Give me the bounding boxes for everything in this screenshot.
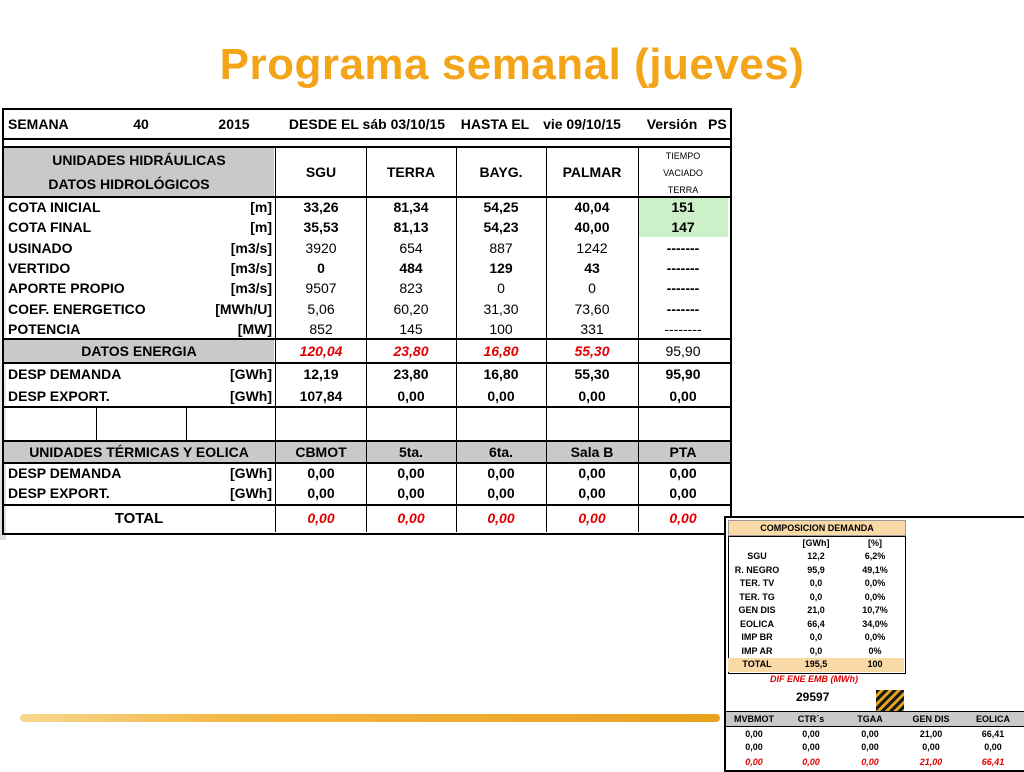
bottom-value: 0,00 [745, 742, 763, 752]
comp-gwh: 12,2 [807, 551, 825, 561]
desp-value: 0,00 [487, 388, 515, 404]
row-value: 73,60 [574, 300, 610, 317]
hydro-row [4, 299, 730, 319]
bottom-header [726, 711, 1024, 727]
composicion-row [728, 604, 904, 618]
row-value: 5,06 [307, 300, 335, 317]
comp-pct: 10,7% [862, 605, 888, 615]
bottom-total-value: 66,41 [981, 757, 1005, 767]
row-value: 81,13 [393, 219, 429, 236]
bottom-total-value: 0,00 [802, 757, 820, 767]
col-pta: PTA [669, 444, 697, 460]
row-label: COEF. ENERGETICO [8, 300, 146, 317]
row-value: 145 [399, 320, 423, 337]
row-tiempo: ------- [666, 239, 700, 256]
thermal-value: 0,00 [669, 485, 697, 501]
row-label: VERTIDO [8, 259, 71, 276]
row-tiempo: 147 [638, 217, 728, 237]
hydro-row [4, 319, 730, 339]
thermal-value: 0,00 [307, 465, 335, 481]
hydro-units-label: UNIDADES HIDRÁULICAS [52, 152, 226, 168]
thermal-row-label: DESP EXPORT. [8, 485, 110, 501]
row-value: 331 [580, 320, 604, 337]
row-value: 40,00 [574, 219, 610, 236]
comp-pct: 6,2% [864, 551, 886, 561]
bottom-value: 66,41 [981, 729, 1005, 739]
comp-gwh: 0,0 [809, 632, 823, 642]
comp-pct: 0% [868, 645, 882, 656]
row-value: 54,23 [483, 219, 519, 236]
total-6ta: 0,00 [487, 510, 515, 526]
unit-gwh: [GWh] [802, 538, 830, 548]
total-gwh: 195,5 [804, 659, 828, 669]
col-palmar: PALMAR [562, 164, 622, 180]
comp-gwh: 21,0 [807, 605, 825, 615]
energia-row [4, 340, 730, 362]
tiempo-line-3: TERRA [667, 185, 699, 195]
col-mvbmot: MVBMOT [734, 714, 774, 724]
composicion-row [728, 631, 904, 645]
bottom-totals [726, 755, 1024, 769]
bottom-value: 0,00 [745, 729, 763, 739]
header-row [4, 110, 730, 138]
row-value: 60,20 [393, 300, 429, 317]
col-eolica: EOLICA [975, 714, 1010, 724]
dif-value: 29597 [796, 690, 830, 704]
row-tiempo: ------- [666, 300, 700, 317]
row-label: USINADO [8, 239, 73, 256]
comp-pct: 49,1% [862, 564, 888, 575]
tiempo-line-2: VACIADO [663, 168, 703, 178]
hasta-label: HASTA EL [460, 116, 530, 132]
composicion-units [728, 537, 904, 551]
decor-line [20, 714, 720, 722]
version-label: Versión [646, 116, 698, 132]
desp-unit: [GWh] [230, 388, 272, 404]
comp-label: TER. TV [739, 578, 775, 588]
thermal-row [4, 463, 730, 483]
col-5ta: 5ta. [398, 444, 424, 460]
row-value: 9507 [305, 280, 337, 297]
composicion-total [728, 658, 904, 672]
comp-label: SGU [747, 551, 767, 561]
comp-label: GEN DIS [738, 605, 776, 615]
bottom-row [726, 740, 1024, 754]
bottom-value: 21,00 [919, 729, 943, 739]
comp-pct: 34,0% [862, 618, 888, 629]
comp-label: IMP AR [741, 645, 773, 656]
row-value: 887 [489, 239, 513, 256]
row-value: 81,34 [393, 199, 429, 215]
unit-pct: [%] [868, 538, 882, 548]
year: 2015 [218, 116, 250, 132]
row-tiempo: 151 [638, 197, 728, 217]
row-value: 0 [317, 259, 325, 276]
energia-palmar: 55,30 [574, 343, 610, 359]
row-value: 35,53 [303, 219, 339, 236]
comp-label: IMP BR [741, 632, 773, 642]
logo-icon [876, 690, 904, 712]
col-cbmot: CBMOT [295, 444, 347, 460]
desp-value: 0,00 [578, 388, 606, 404]
tiempo-line-1: TIEMPO [665, 151, 701, 161]
hydro-row [4, 238, 730, 258]
col-salab: Sala B [570, 444, 614, 460]
thermal-value: 0,00 [578, 465, 606, 481]
hydro-row [4, 278, 730, 298]
col-gendis: GEN DIS [912, 714, 950, 724]
row-unit: [m3/s] [230, 259, 272, 276]
comp-gwh: 0,0 [809, 645, 823, 656]
comp-gwh: 95,9 [807, 564, 825, 575]
composicion-row [728, 618, 904, 632]
thermal-value: 0,00 [578, 485, 606, 501]
desp-value: 0,00 [397, 388, 425, 404]
composicion-row [728, 645, 904, 659]
hydro-row [4, 217, 730, 237]
thermal-row [4, 483, 730, 503]
hydro-header [4, 148, 730, 196]
row-unit: [m3/s] [230, 239, 272, 256]
total-cbmot: 0,00 [307, 510, 335, 526]
row-value: 1242 [576, 239, 608, 256]
row-unit: [m] [250, 219, 272, 236]
composicion-row [728, 550, 904, 564]
desp-row [4, 363, 730, 385]
thermal-row-unit: [GWh] [230, 465, 272, 481]
thermal-header [4, 442, 730, 462]
thermal-label: UNIDADES TÉRMICAS Y EOLICA [29, 444, 249, 460]
version-code: PS [708, 116, 727, 132]
row-unit: [MW] [237, 320, 272, 337]
desp-label: DESP EXPORT. [8, 388, 110, 404]
bottom-value: 0,00 [861, 742, 879, 752]
desde-date: DESDE EL sáb 03/10/15 [288, 116, 446, 132]
thermal-value: 0,00 [669, 465, 697, 481]
comp-label: R. NEGRO [734, 564, 780, 575]
desp-value: 55,30 [574, 366, 610, 382]
bottom-value: 0,00 [984, 742, 1002, 752]
col-sgu: SGU [305, 164, 337, 180]
total-5ta: 0,00 [397, 510, 425, 526]
comp-pct: 0,0% [864, 578, 886, 588]
comp-pct: 0,0% [864, 591, 886, 602]
row-value: 33,26 [303, 199, 339, 215]
bottom-value: 0,00 [861, 729, 879, 739]
row-value: 852 [309, 320, 333, 337]
hydro-row [4, 197, 730, 217]
col-tgaa: TGAA [857, 714, 883, 724]
energia-total: 95,90 [665, 343, 701, 359]
bottom-total-value: 0,00 [861, 757, 879, 767]
bottom-row [726, 727, 1024, 741]
row-value: 0 [588, 280, 596, 297]
hydro-row [4, 258, 730, 278]
bottom-total-value: 0,00 [745, 757, 763, 767]
desp-value: 12,19 [303, 366, 339, 382]
composicion-row [728, 591, 904, 605]
energia-label: DATOS ENERGIA [81, 343, 197, 359]
row-tiempo: -------- [664, 320, 702, 337]
row-value: 100 [489, 320, 513, 337]
semana-number: 40 [133, 116, 149, 132]
desp-row [4, 385, 730, 407]
thermal-row-unit: [GWh] [230, 485, 272, 501]
bottom-value: 0,00 [802, 742, 820, 752]
hasta-date: vie 09/10/15 [543, 116, 621, 132]
comp-label: EOLICA [739, 618, 774, 629]
desp-total: 95,90 [665, 366, 701, 382]
row-value: 43 [584, 259, 600, 276]
col-bayg: BAYG. [479, 164, 523, 180]
thermal-value: 0,00 [397, 465, 425, 481]
row-value: 823 [399, 280, 423, 297]
row-label: COTA FINAL [8, 219, 92, 236]
comp-gwh: 0,0 [809, 578, 823, 588]
composicion-panel [724, 516, 1024, 772]
comp-gwh: 0,0 [809, 591, 823, 602]
col-6ta: 6ta. [488, 444, 514, 460]
col-terra: TERRA [386, 164, 436, 180]
row-value: 54,25 [483, 199, 519, 215]
hydro-data-label: DATOS HIDROLÓGICOS [48, 176, 210, 192]
weekly-program-table [2, 108, 732, 535]
row-value: 31,30 [483, 300, 519, 317]
semana-label: SEMANA [8, 116, 69, 132]
desp-value: 107,84 [299, 388, 343, 404]
desp-value: 23,80 [393, 366, 429, 382]
desp-unit: [GWh] [230, 366, 272, 382]
composicion-title: COMPOSICION DEMANDA [728, 520, 906, 536]
bottom-value: 0,00 [802, 729, 820, 739]
row-tiempo: ------- [666, 280, 700, 297]
thermal-value: 0,00 [487, 465, 515, 481]
row-tiempo: ------- [666, 259, 700, 276]
row-value: 0 [497, 280, 505, 297]
total-salab: 0,00 [578, 510, 606, 526]
desp-value: 16,80 [483, 366, 519, 382]
bottom-total-value: 21,00 [919, 757, 943, 767]
row-label: APORTE PROPIO [8, 280, 125, 297]
energia-bayg: 16,80 [483, 343, 519, 359]
row-value: 3920 [305, 239, 337, 256]
desp-total: 0,00 [669, 388, 697, 404]
row-label: POTENCIA [8, 320, 81, 337]
row-unit: [MWh/U] [215, 300, 272, 317]
slide-title: Programa semanal (jueves) [219, 40, 805, 89]
row-value: 484 [399, 259, 423, 276]
total-pct: 100 [867, 659, 883, 669]
total-label: TOTAL [114, 509, 164, 527]
thermal-row-label: DESP DEMANDA [8, 465, 122, 481]
col-ctrs: CTR´s [797, 714, 825, 724]
row-value: 129 [489, 259, 513, 276]
thermal-value: 0,00 [307, 485, 335, 501]
desp-label: DESP DEMANDA [8, 366, 122, 382]
row-unit: [m3/s] [230, 280, 272, 297]
total-pta: 0,00 [669, 510, 697, 526]
col-tiempo [638, 148, 728, 196]
comp-pct: 0,0% [864, 632, 886, 642]
row-value: 654 [399, 239, 423, 256]
comp-gwh: 66,4 [807, 618, 825, 629]
energia-sgu: 120,04 [299, 343, 343, 359]
total-label: TOTAL [742, 659, 772, 669]
row-value: 40,04 [574, 199, 610, 215]
thermal-value: 0,00 [397, 485, 425, 501]
row-unit: [m] [250, 199, 272, 215]
composicion-row [728, 564, 904, 578]
energia-terra: 23,80 [393, 343, 429, 359]
comp-label: TER. TG [739, 591, 775, 602]
bottom-value: 0,00 [922, 742, 940, 752]
dif-label: DIF ENE EMB (MWh) [770, 674, 858, 684]
thermal-value: 0,00 [487, 485, 515, 501]
composicion-row [728, 577, 904, 591]
row-label: COTA INICIAL [8, 199, 101, 215]
total-row [4, 506, 730, 530]
